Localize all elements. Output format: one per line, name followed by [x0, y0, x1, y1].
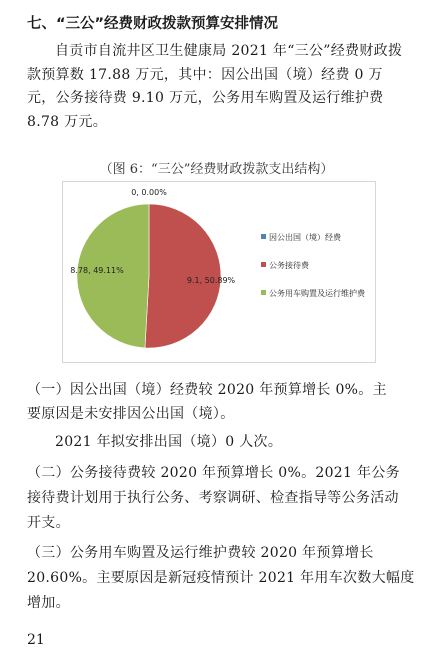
pie-data-label: 9.1, 50.89%	[186, 276, 236, 285]
body-line: 20.60%。主要原因是新冠疫情预计 2021 年用车次数大幅度	[27, 570, 415, 586]
page-number: 21	[27, 632, 45, 648]
pie-slice	[77, 204, 149, 348]
body-line: （三）公务用车购置及运行维护费较 2020 年预算增长	[27, 545, 374, 561]
legend-label: 因公出国（境）经费	[269, 233, 341, 242]
pie-data-label: 8.78, 49.11%	[70, 266, 124, 275]
legend-label: 公务用车购置及运行维护费	[269, 289, 365, 298]
body-line: （一）因公出国（境）经费较 2020 年预算增长 0%。主	[27, 382, 387, 398]
figure-caption: （图 6：“三公”经费财政拨款支出结构）	[99, 162, 334, 177]
body-line: 接待费计划用于执行公务、考察调研、检查指导等公务活动	[27, 490, 399, 506]
body-line: 开支。	[27, 515, 70, 531]
body-line: （二）公务接待费较 2020 年预算增长 0%。2021 年公务	[27, 465, 400, 481]
legend-label: 公务接待费	[269, 261, 309, 270]
body-line: 增加。	[27, 595, 70, 611]
section-heading: 七、“三公”经费财政拨款预算安排情况	[27, 16, 279, 32]
pie-data-label: 0, 0.00%	[131, 188, 167, 197]
legend-swatch	[261, 234, 266, 239]
pie-chart	[63, 182, 375, 362]
pie-chart-frame	[62, 181, 376, 363]
body-line: 要原因是未安排因公出国（境）。	[27, 406, 235, 422]
intro-paragraph: 自贡市自流井区卫生健康局 2021 年“三公”经费财政拨款预算数 17.88 万元，其中：因公出国（境）经费 0 万元，公务接待费 9.10 万元，公务用车购置及运行维护费 8.78 万元。	[27, 43, 403, 130]
legend-swatch	[261, 290, 266, 295]
body-line: 2021 年拟安排出国（境）0 人次。	[55, 434, 283, 450]
legend-swatch	[261, 262, 266, 267]
